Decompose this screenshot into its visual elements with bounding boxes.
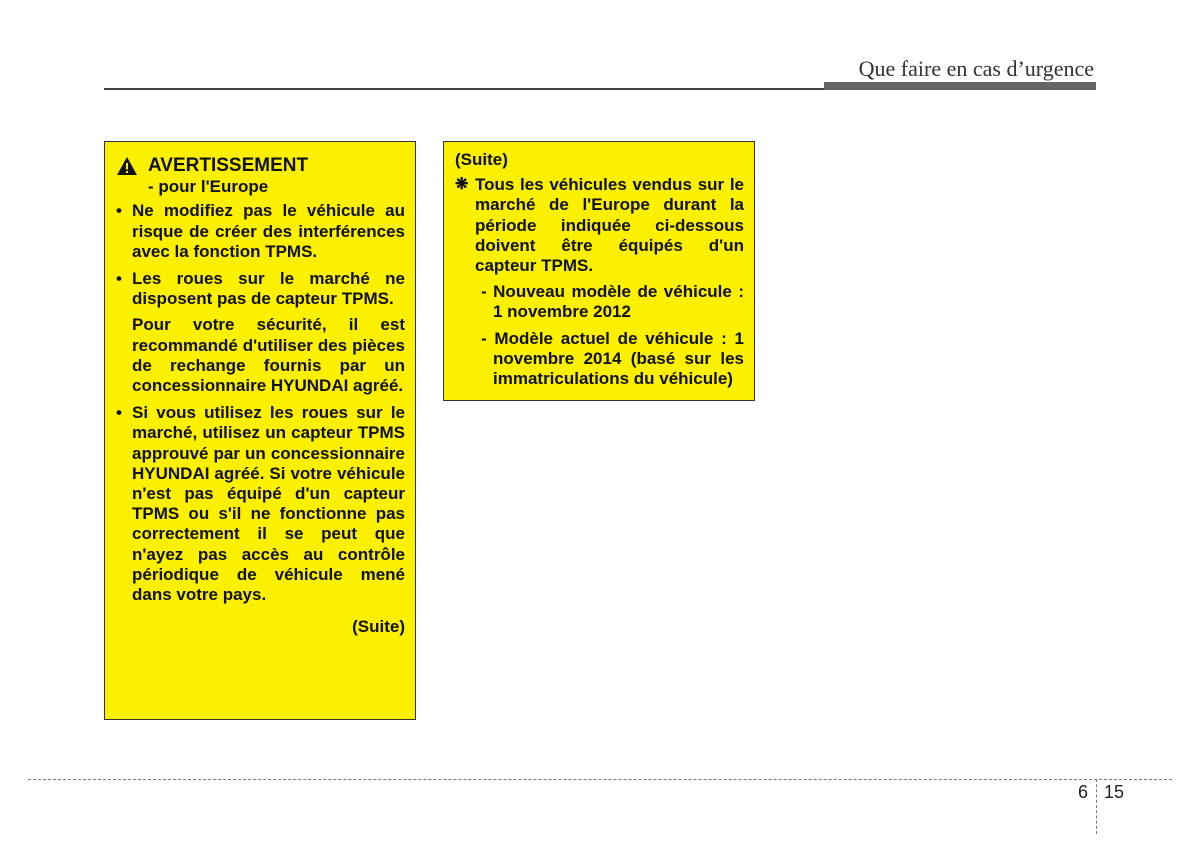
warning-box (104, 141, 416, 720)
page-number: 15 (1104, 782, 1125, 802)
star-note-text: Tous les véhicules vendus sur le marché de l'Europe durant la période indiquée ci-dessous doivent être équipés d'un capteur TPMS. (475, 175, 744, 276)
bullet-dot-icon: • (116, 403, 122, 423)
warning-bullet (116, 403, 405, 605)
warning-heading (116, 156, 405, 176)
warning-bullet (116, 201, 405, 262)
bullet-paragraph: Pour votre sécurité, il est recommandé d'utiliser des pièces de rechange fournis par un concessionnaire HYUNDAI agréé. (132, 315, 405, 396)
warning-bullet (116, 269, 405, 396)
bullet-text: Les roues sur le marché ne disposent pas de capteur TPMS. (132, 269, 405, 309)
continued-warning-box (443, 141, 755, 401)
bullet-dot-icon: • (116, 269, 122, 289)
page-header-title: Que faire en cas d’urgence (858, 56, 1094, 81)
bullet-dot-icon: • (116, 201, 122, 221)
warning-bullet-list (116, 201, 405, 605)
continued-label: (Suite) (352, 617, 405, 637)
bullet-text: Ne modifiez pas le véhicule au risque de créer des interférences avec la fonction TPMS. (132, 201, 405, 261)
star-note (455, 175, 744, 276)
header-rule-accent (824, 82, 1096, 90)
warning-subheading: - pour l'Europe (148, 177, 269, 197)
asterisk-icon: ❋ (455, 176, 469, 194)
warning-heading-text: AVERTISSEMENT (148, 155, 309, 176)
warning-triangle-icon (116, 156, 138, 176)
dash-item: - Nouveau modèle de véhicule : 1 novembre 2012 (481, 282, 744, 322)
dash-item: - Modèle actuel de véhicule : 1 novembre 2014 (basé sur les immatriculations du véhicule) (481, 328, 744, 389)
bullet-text: Si vous utilisez les roues sur le marché, utilisez un capteur TPMS approuvé par un concessionnaire HYUNDAI agréé. Si votre véhicule n'est pas équipé d'un capteur TPMS ou s'il ne fonctionne pas correctement il se peut que n'ayez pas accès au contrôle périodique de véhicule mené dans votre pays. (132, 403, 405, 605)
chapter-number: 6 (1078, 782, 1089, 802)
footer-divider (28, 779, 1172, 780)
footer-page-divider (1096, 779, 1097, 834)
continued-heading: (Suite) (455, 150, 508, 169)
